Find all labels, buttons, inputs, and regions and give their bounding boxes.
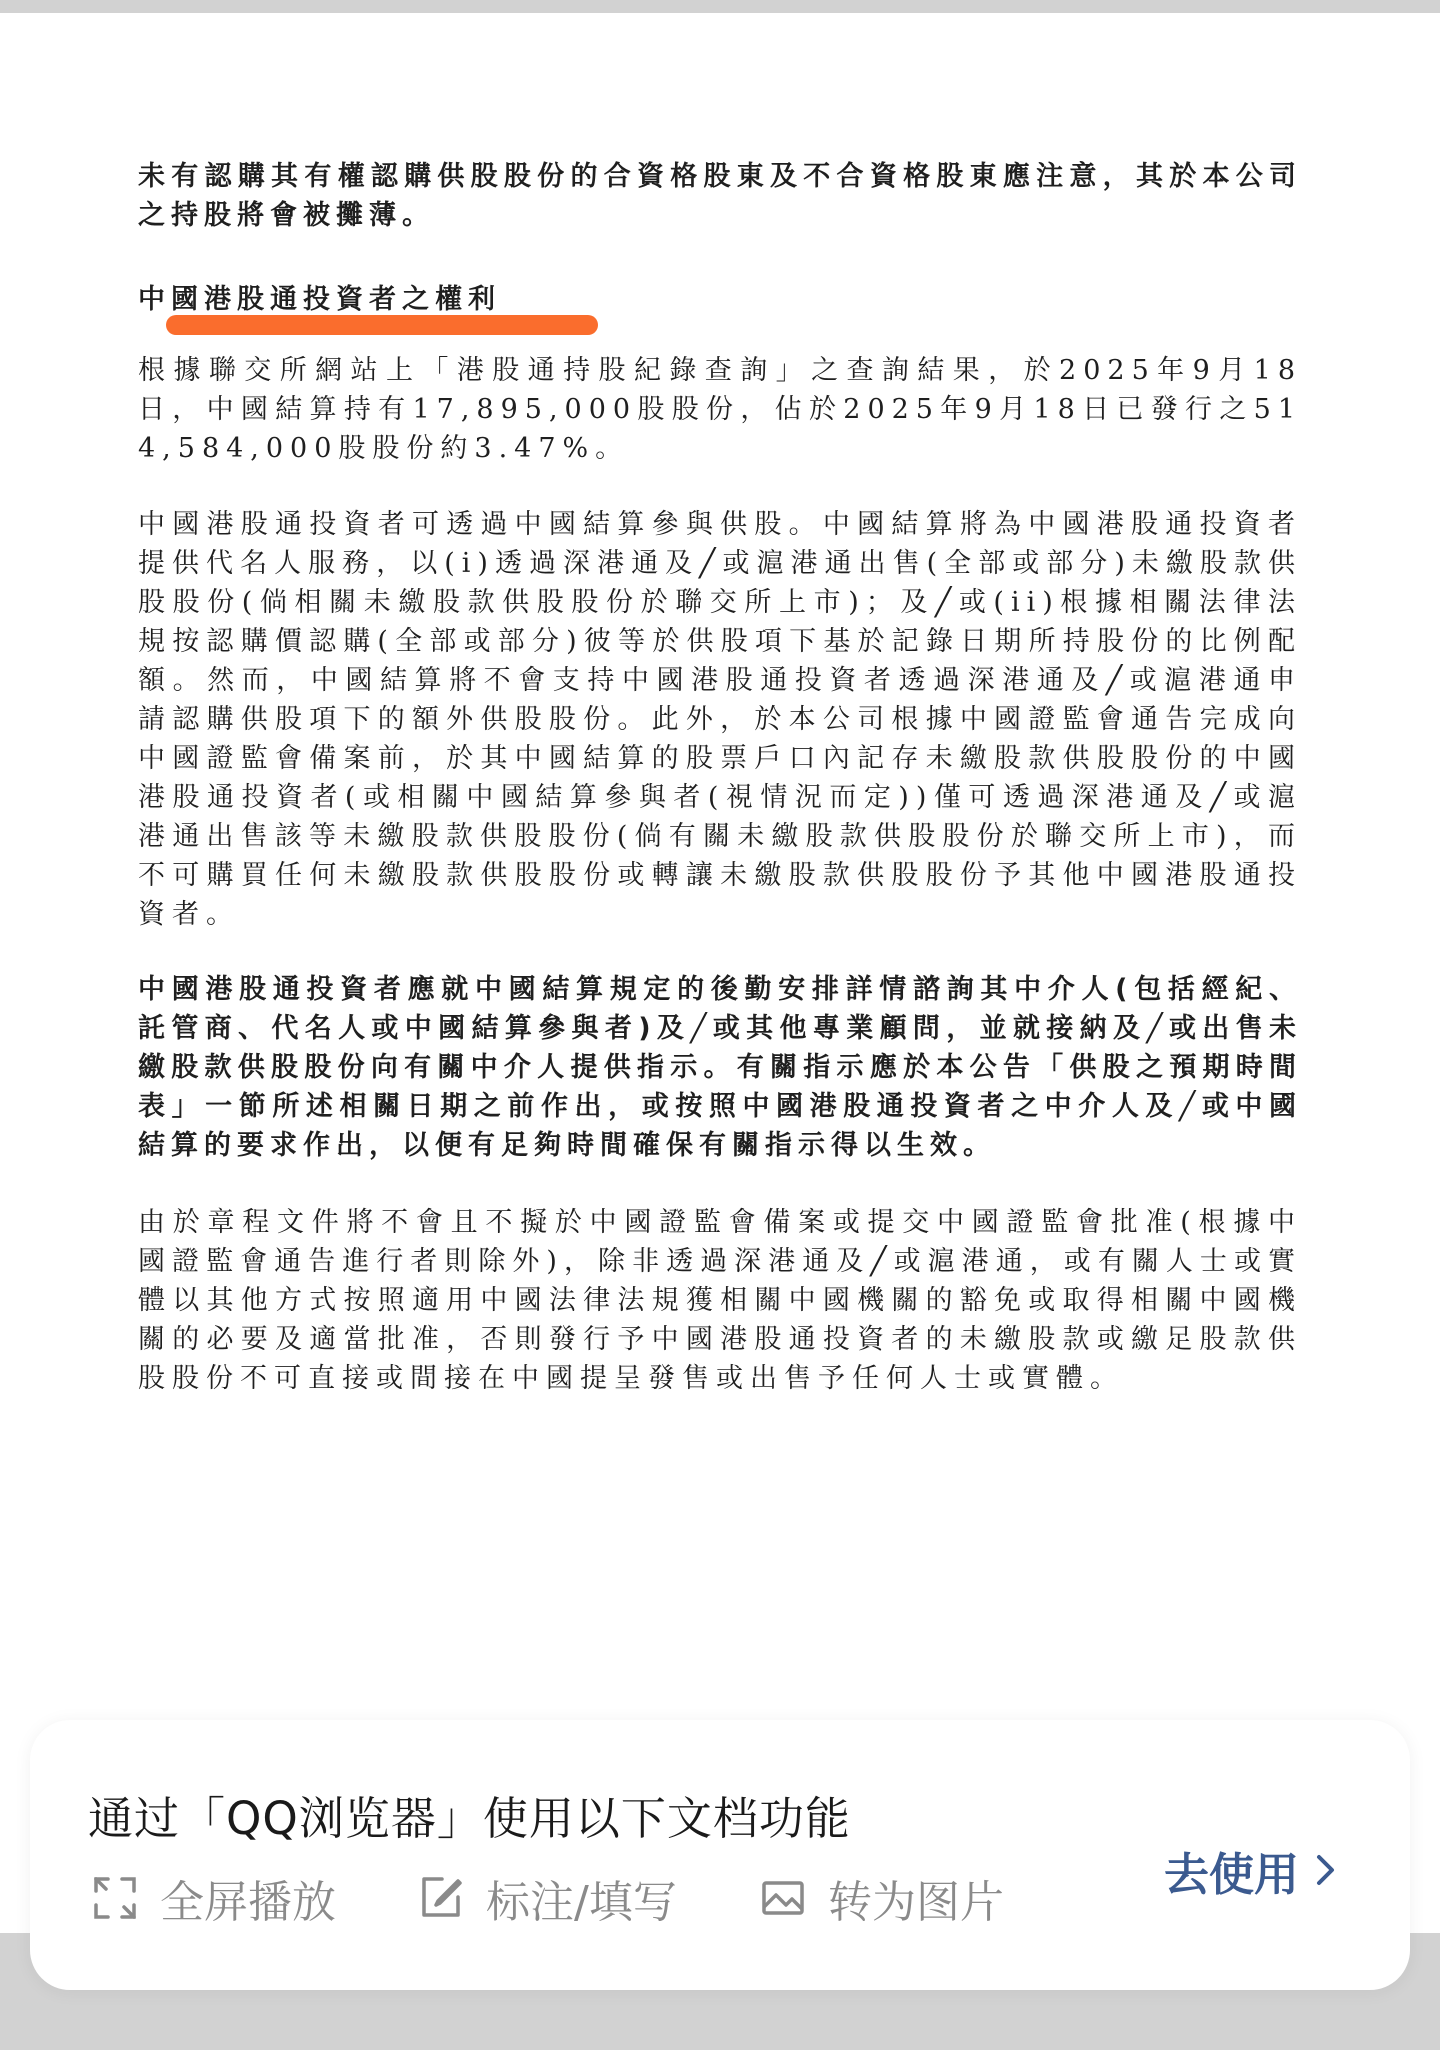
paragraph-restrictions: 由於章程文件將不會且不擬於中國證監會備案或提交中國證監會批准(根據中國證監會通告進行者則除外)，除非透過深港通及╱或滬港通，或有關人士或實體以其他方式按照適用中國法律法規獲相關中國機關的豁免或取得相關中國機關的必要及適當批准，否則發行予中國港股通投資者的未繳股款或繳足股款供股股份不可直接或間接在中國提呈發售或出售予任何人士或實體。 [138,1207,1302,1394]
chevron-right-icon [1315,1853,1337,1887]
edit-icon [418,1875,464,1921]
banner-title: 通过「QQ浏览器」使用以下文档功能 [88,1792,851,1845]
go-use-label: 去使用 [1164,1847,1300,1901]
fullscreen-label: 全屏播放 [160,1877,336,1928]
annotate-label: 标注/填写 [486,1877,677,1928]
paragraph-intermediary: 中國港股通投資者應就中國結算規定的後勤安排詳情諮詢其中介人(包括經紀、託管商、代名人或中國結算參與者)及╱或其他專業顧問，並就接納及╱或出售未繳股款供股股份向有關中介人提供指示。有關指示應於本公告「供股之預期時間表」一節所述相關日期之前作出，或按照中國港股通投資者之中介人及╱或中國結算的要求作出，以便有足夠時間確保有關指示得以生效。 [138,974,1302,1161]
annotate-feature[interactable] [418,1866,677,1930]
paragraph-holdings: 根據聯交所網站上「港股通持股紀錄查詢」之查詢結果，於2025年9月18日，中國結算持有17,895,000股股份，佔於2025年9月18日已發行之514,584,000股股份約3.47%。 [138,355,1302,464]
section-heading: 中國港股通投資者之權利 [138,284,501,315]
fullscreen-feature[interactable] [92,1866,336,1930]
convert-image-feature[interactable] [760,1866,1004,1930]
document-page [0,13,1440,1933]
fullscreen-icon [92,1875,138,1921]
intro-paragraph: 未有認購其有權認購供股股份的合資格股東及不合資格股東應注意，其於本公司之持股將會被攤薄。 [138,161,1302,231]
highlight-underline [166,315,598,335]
paragraph-participation: 中國港股通投資者可透過中國結算參與供股。中國結算將為中國港股通投資者提供代名人服務，以(i)透過深港通及╱或滬港通出售(全部或部分)未繳股款供股股份(倘相關未繳股款供股股份於聯交所上市)；及╱或(ii)根據相關法律法規按認購價認購(全部或部分)彼等於供股項下基於記錄日期所持股份的比例配額。然而，中國結算將不會支持中國港股通投資者透過深港通及╱或滬港通申請認購供股項下的額外供股股份。此外，於本公司根據中國證監會通告完成向中國證監會備案前，於其中國結算的股票戶口內記存未繳股款供股股份的中國港股通投資者(或相關中國結算參與者(視情況而定))僅可透過深港通及╱或滬港通出售該等未繳股款供股股份(倘有關未繳股款供股股份於聯交所上市)，而不可購買任何未繳股款供股股份或轉讓未繳股款供股股份予其他中國港股通投資者。 [138,509,1302,930]
go-use-button[interactable] [1164,1830,1337,1910]
convert-image-label: 转为图片 [828,1877,1004,1928]
qq-browser-banner[interactable] [30,1720,1410,1990]
image-icon [760,1875,806,1921]
